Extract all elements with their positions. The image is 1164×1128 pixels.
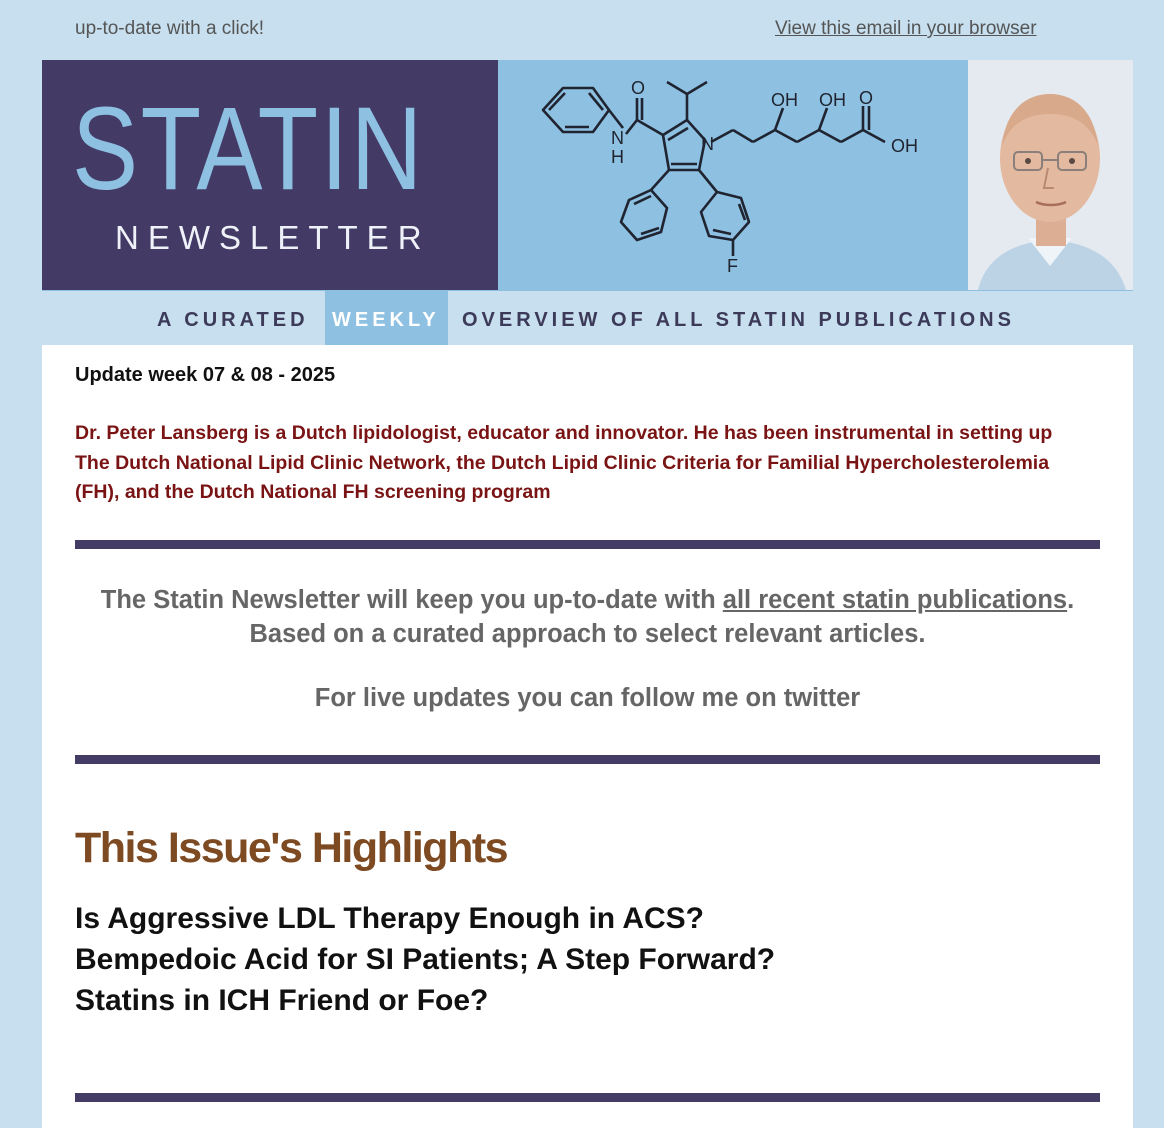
intro-paragraph — [75, 583, 1100, 651]
divider — [75, 1093, 1100, 1102]
all-publications-link[interactable]: all recent statin publications — [722, 586, 1068, 614]
header-banner — [42, 60, 1133, 345]
masthead — [42, 60, 498, 290]
statin-logo-text: STATIN — [72, 83, 425, 215]
mol-label: N — [701, 134, 714, 154]
tagline-text: A CURATED — [157, 309, 309, 331]
molecule-illustration — [501, 60, 964, 290]
newsletter-logo-text: NEWSLETTER — [115, 219, 431, 256]
mol-label: OH — [891, 136, 918, 156]
divider — [75, 755, 1100, 764]
author-bio: Dr. Peter Lansberg is a Dutch lipidologist, educator and innovator. He has been instrumental in setting up The Dutch National Lipid Clinic Network, the Dutch Lipid Clinic Criteria for Familial Hypercholesterolemia (FH), and the Dutch National FH screening program — [75, 422, 1053, 503]
preheader-text: up-to-date with a click! — [75, 18, 265, 39]
mol-label: O — [631, 78, 646, 98]
view-in-browser-link[interactable]: View this email in your browser — [775, 18, 1037, 39]
mol-label: N — [611, 128, 624, 148]
twitter-note: For live updates you can follow me on twitter — [314, 684, 861, 712]
highlight-item[interactable]: Statins in ICH Friend or Foe? — [75, 984, 489, 1017]
intro-text: The Statin Newsletter will keep you up-to-date with — [100, 586, 723, 614]
highlights-list — [75, 898, 775, 1021]
mol-label: OH — [771, 90, 798, 110]
highlight-item[interactable]: Bempedoic Acid for SI Patients; A Step Forward? — [75, 943, 776, 976]
preheader — [0, 0, 1164, 60]
mol-label: H — [611, 147, 624, 167]
update-week: Update week 07 & 08 - 2025 — [75, 364, 336, 386]
person-photo-icon — [968, 60, 1133, 290]
mol-label: O — [859, 88, 874, 108]
atorvastatin-structure-icon — [501, 60, 964, 290]
intro-text: . Based on a curated approach to select relevant articles. — [249, 586, 1075, 648]
divider — [75, 540, 1100, 549]
email-body — [42, 345, 1133, 1128]
mol-label: F — [727, 256, 738, 276]
highlight-item[interactable]: Is Aggressive LDL Therapy Enough in ACS? — [75, 902, 704, 935]
highlights-title: This Issue's Highlights — [75, 824, 508, 872]
tagline-text: OVERVIEW OF ALL STATIN PUBLICATIONS — [462, 309, 1015, 331]
tagline-highlight: WEEKLY — [332, 309, 440, 331]
tagline-bar — [42, 291, 1133, 345]
mol-label: OH — [819, 90, 846, 110]
author-portrait — [968, 60, 1133, 290]
